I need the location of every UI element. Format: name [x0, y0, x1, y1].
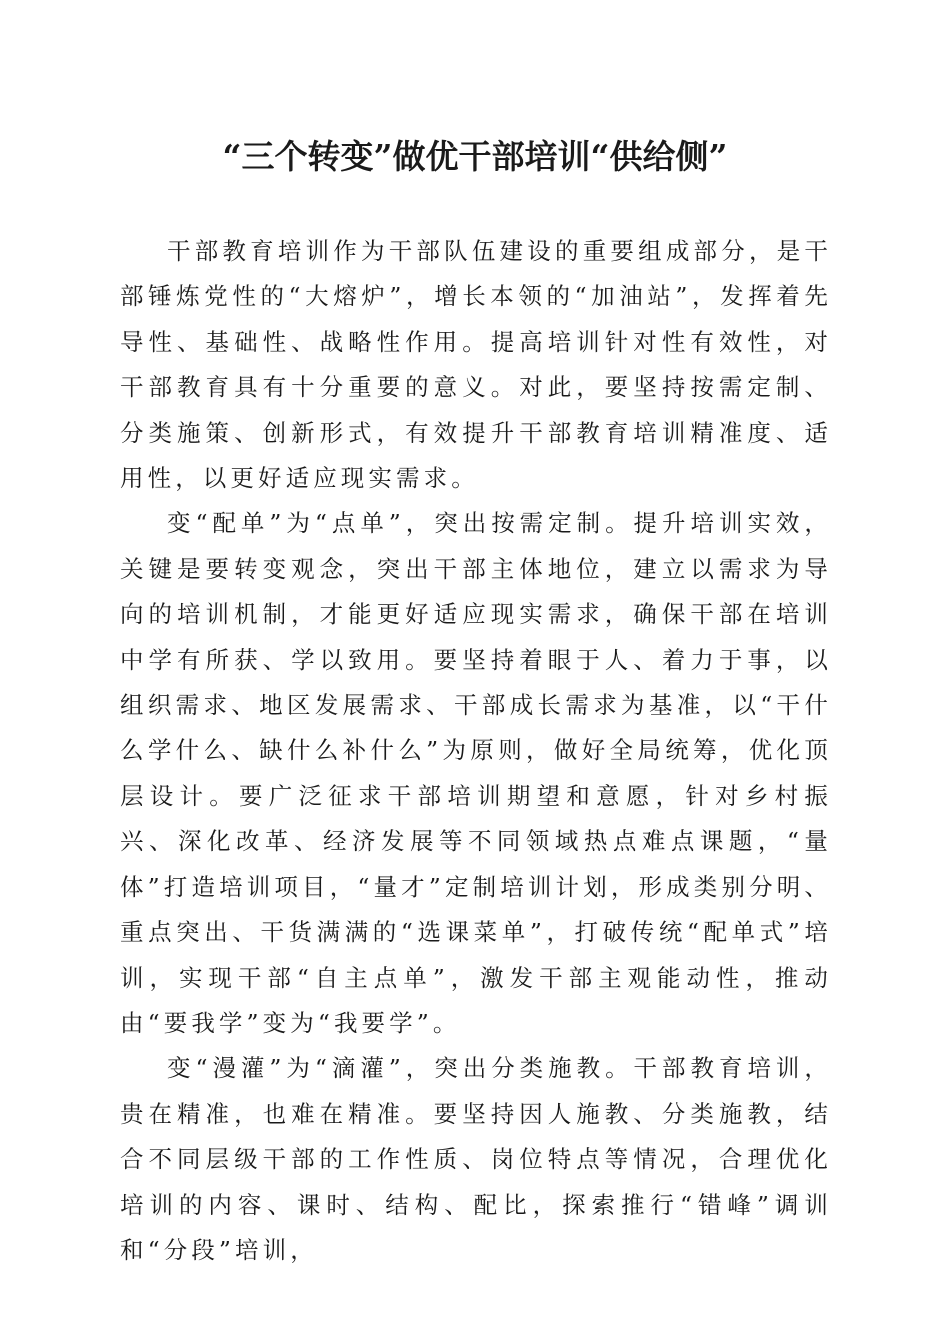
document-title: “三个转变”做优干部培训“供给侧”	[222, 137, 728, 176]
paragraph-precision-teaching: 变“漫灌”为“滴灌”，突出分类施教。干部教育培训，贵在精准，也难在精准。要坚持因人施教、分类施教，结合不同层级干部的工作性质、岗位特点等情况，合理优化培训的内容、课时、结构、配比，探索推行“错峰”调训和“分段”培训，	[120, 1054, 832, 1264]
paragraph-order-on-demand: 变“配单”为“点单”，突出按需定制。提升培训实效，关键是要转变观念，突出干部主体地位，建立以需求为导向的培训机制，才能更好适应现实需求，确保干部在培训中学有所获、学以致用。要坚持着眼于人、着力于事，以组织需求、地区发展需求、干部成长需求为基准，以“干什么学什么、缺什么补什么”为原则，做好全局统筹，优化顶层设计。要广泛征求干部培训期望和意愿，针对乡村振兴、深化改革、经济发展等不同领域热点难点课题，“量体”打造培训项目，“量才”定制培训计划，形成类别分明、重点突出、干货满满的“选课菜单”，打破传统“配单式”培训，实现干部“自主点单”，激发干部主观能动性，推动由“要我学”变为“我要学”。	[120, 509, 832, 1037]
paragraph-intro: 干部教育培训作为干部队伍建设的重要组成部分，是干部锤炼党性的“大熔炉”，增长本领的“加油站”，发挥着先导性、基础性、战略性作用。提高培训针对性有效性，对干部教育具有十分重要的意义。对此，要坚持按需定制、分类施策、创新形式，有效提升干部教育培训精准度、适用性，以更好适应现实需求。	[120, 237, 832, 493]
document-body	[120, 229, 832, 1273]
